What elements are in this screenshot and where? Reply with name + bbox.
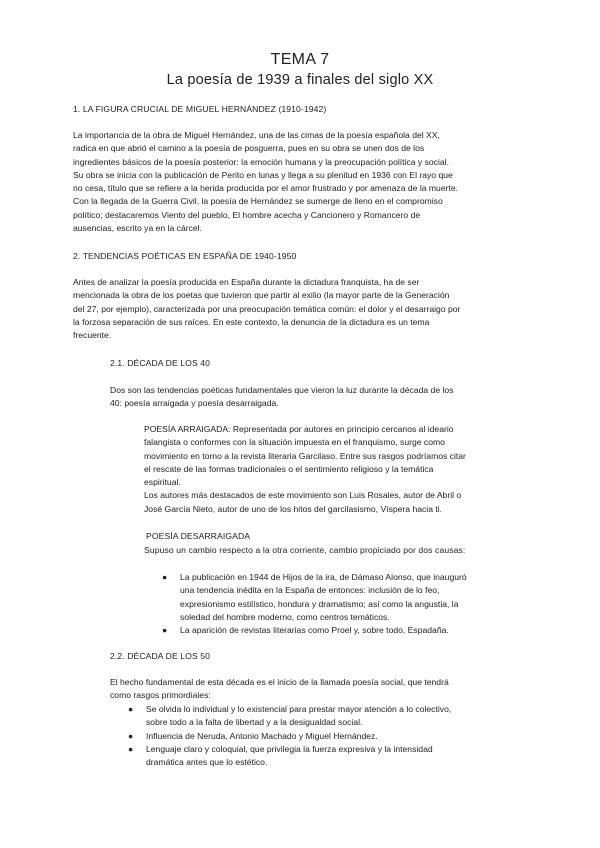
text-line: Su obra se inicia con la publicación de Perito en lunas y llega a su plenitud en 1936 con El rayo que xyxy=(73,169,453,180)
list-item xyxy=(128,703,452,730)
text-line: ingredientes básicos de la poesía posterior: la emoción humana y la preocupación política y social. xyxy=(73,156,449,167)
text-line: falangista o conformes con la situación impuesta en el franquismo, surge como xyxy=(144,437,445,448)
list-item-text: sobre todo a la falta de libertad y a la desigualdad social. xyxy=(146,717,363,728)
bullet-icon: ● xyxy=(128,743,134,754)
page-title: TEMA 7 xyxy=(270,51,330,68)
bullet-icon: ● xyxy=(128,704,134,714)
poesia-desarraigada-heading: POESÍA DESARRAIGADA xyxy=(146,531,251,541)
text-line: el rescate de las formas tradicionales o el sentimiento religioso y la temática xyxy=(144,463,434,474)
text-line: espiritual. xyxy=(144,477,181,488)
list-item-text: Se olvida lo individual y lo existencial para prestar mayor atención a lo colectivo, xyxy=(146,704,452,714)
text-line: El hecho fundamental de esta década es el inicio de la llamada poesía social, que tendrá xyxy=(110,677,449,687)
text-line: frecuente. xyxy=(73,330,112,341)
list-item-text: Influencia de Neruda, Antonio Machado y Miguel Hernández. xyxy=(146,730,378,741)
section2-heading: 2. TENDENCIAS POÉTICAS EN ESPAÑA DE 1940-1950 xyxy=(73,251,297,261)
poesia-desarraigada-intro: Supuso un cambio respecto a la otra corriente, cambio propiciado por dos causas: xyxy=(144,545,466,555)
list-item-text: Lenguaje claro y coloquial, que privilegia la fuerza expresiva y la intensidad xyxy=(146,743,433,754)
text-line: como rasgos primordiales: xyxy=(110,690,211,701)
text-line: la forzosa separación de sus raíces. En este contexto, la denuncia de la dictadura es un tema xyxy=(73,316,430,327)
subsection-21-intro xyxy=(110,384,520,411)
text-line: del 27, por ejemplo), caracterizada por una preocupación temática común: el dolor y el desarraigo por xyxy=(73,303,461,314)
list-item-text: expresionismo estilístico, hondura y dramatismo; así como la angustia, la xyxy=(180,598,459,609)
section1-paragraph xyxy=(73,129,533,235)
bullet-icon: ● xyxy=(128,730,134,741)
list-item-text: La aparición de revistas literarias como Proel y, sobre todo, Espadaña. xyxy=(180,625,449,636)
text-line: político; destacaremos Viento del pueblo, El hombre acecha y Cancionero y Romancero de xyxy=(73,209,421,220)
text-line: Antes de analizar la poesía producida en España durante la dictadura franquista, ha de ser xyxy=(73,277,420,287)
text-line: José García Nieto, autor de uno de los hitos del garcilasismo, Víspera hacia ti. xyxy=(144,503,443,514)
text-line: Dos son las tendencias poéticas fundamentales que vieron la luz durante la década de los xyxy=(110,385,454,395)
list-item-text: una tendencia inédita en la España de entonces: inclusión de lo feo, xyxy=(180,585,440,596)
social-poetry-bullet-list xyxy=(128,703,452,769)
text-line: Con la llegada de la Guerra Civil, la poesía de Hernández se sumerge de lleno en el compromiso xyxy=(73,196,443,207)
text-line: movimiento en torno a la revista literaria Garcilaso. Entre sus rasgos podríamos citar xyxy=(144,450,466,461)
section2-paragraph xyxy=(73,276,533,342)
list-item xyxy=(162,624,467,637)
subsection-22-heading: 2.2. DÉCADA DE LOS 50 xyxy=(110,651,211,661)
page-subtitle: La poesía de 1939 a finales del siglo XX xyxy=(166,72,434,88)
text-line: no cesa, título que se refiere a la herida producida por el amor frustrado y por amenaza de la muerte. xyxy=(73,183,459,194)
list-item xyxy=(162,571,467,624)
list-item xyxy=(128,743,451,770)
text-line: La importancia de la obra de Miguel Hernández, una de las cimas de la poesía española del XX, xyxy=(73,130,440,140)
bullet-icon: ● xyxy=(162,572,168,582)
bullet-icon: ● xyxy=(162,625,168,636)
text-line: POESÍA ARRAIGADA: Representada por autores en principio cercanos al ideario xyxy=(144,424,454,434)
poesia-arraigada-paragraph xyxy=(144,423,534,516)
list-item-text: soledad del hombre moderno, como centros temáticos. xyxy=(180,611,390,622)
text-line: ausencias, escrito ya en la cárcel. xyxy=(73,223,202,234)
text-line: 40: poesía arraigada y poesía desarraigada. xyxy=(110,398,279,409)
text-line: radica en que abrió el camino a la poesía de posguerra, pues en su obra se unen dos de los xyxy=(73,143,425,154)
list-item-text: dramática antes que lo estético. xyxy=(146,757,268,768)
text-line: mencionada la obra de los poetas que tuvieron que partir al exilio (la mayor parte de la Generación xyxy=(73,290,450,301)
section1-heading: 1. LA FIGURA CRUCIAL DE MIGUEL HERNÁNDEZ (1910-1942) xyxy=(73,104,327,114)
subsection-21-heading: 2.1. DÉCADA DE LOS 40 xyxy=(110,358,211,368)
desarraigada-bullet-list xyxy=(162,571,467,637)
list-item xyxy=(128,730,451,743)
subsection-22-intro xyxy=(110,676,520,703)
text-line: Los autores más destacados de este movimiento son Luis Rosales, autor de Abril o xyxy=(144,490,462,501)
list-item-text: La publicación en 1944 de Hijos de la ira, de Dámaso Alonso, que inauguró xyxy=(180,572,467,582)
